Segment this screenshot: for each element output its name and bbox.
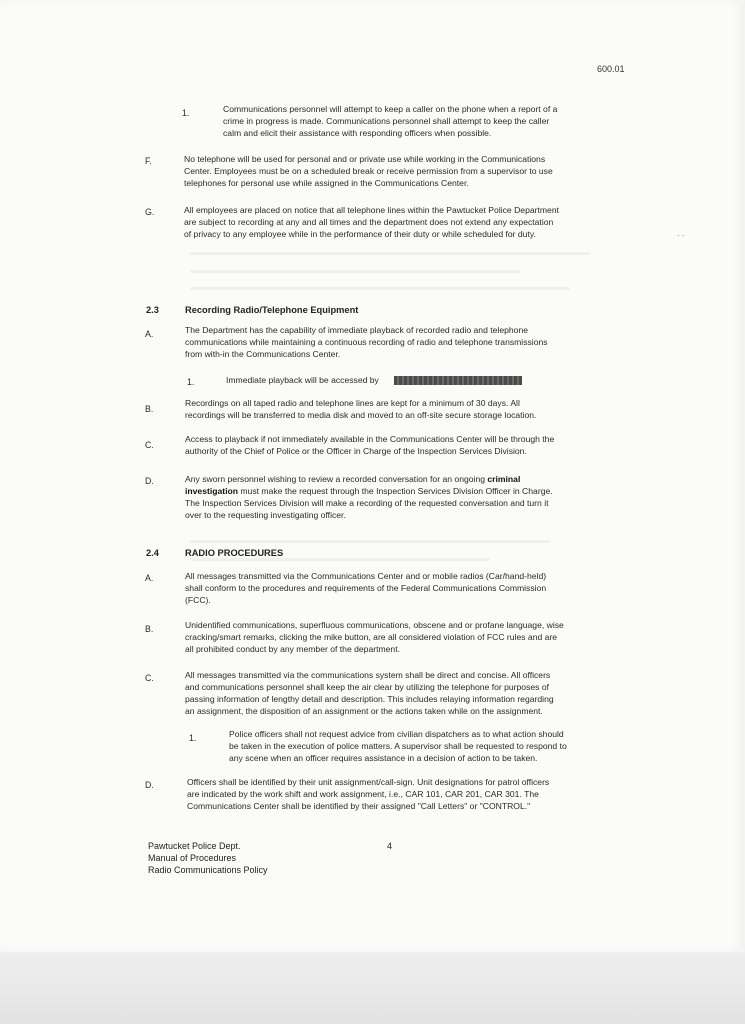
paragraph-line: crime in progress is made. Communications personnel shall attempt to keep the caller: [223, 116, 550, 126]
margin-mark: - -: [677, 231, 685, 240]
bold-text: criminal: [487, 474, 521, 484]
item-label: A.: [145, 573, 154, 583]
paragraph-line: telephones for personal use while assigned in the Communications Center.: [184, 178, 469, 188]
page-code: 600.01: [597, 64, 625, 74]
paragraph-line: any scene when an officer requires assistance in a decision of action to be taken.: [229, 753, 538, 763]
page-number: 4: [387, 841, 393, 851]
bleed-through: [190, 287, 570, 290]
paragraph-line: are indicated by the work shift and work assignment, i.e., CAR 101, CAR 201, CAR 301. The: [187, 789, 539, 799]
paragraph-line: an assignment, the disposition of an assignment or the actions taken while on the assignment.: [185, 706, 543, 716]
item-label: D.: [145, 476, 154, 486]
footer-block: [148, 840, 268, 876]
bleed-through: [190, 252, 590, 255]
paragraph-line: Center. Employees must be on a scheduled break or receive permission from a supervisor to use: [184, 166, 553, 176]
paragraph-line: cracking/smart remarks, clicking the mike button, are all considered violation of FCC rules and are: [185, 632, 558, 642]
paragraph-line: Immediate playback will be accessed by: [226, 375, 379, 385]
paragraph-line: Police officers shall not request advice from civilian dispatchers as to what action should: [229, 729, 564, 739]
paragraph-line: Communications personnel will attempt to keep a caller on the phone when a report of a: [223, 104, 558, 114]
paragraph-line: are subject to recording at any and all times and the department does not extend any expectation: [184, 217, 554, 227]
item-label: F.: [145, 156, 152, 166]
scanner-background: [0, 952, 745, 1024]
paragraph-line: The Inspection Services Division will make a recording of the requested conversation and turn it: [185, 498, 549, 508]
paragraph-line: shall conform to the procedures and requirements of the Federal Communications Commission: [185, 583, 547, 593]
section-number: 2.3: [146, 305, 159, 315]
item-label: C.: [145, 673, 154, 683]
paragraph-line: All messages transmitted via the communications system shall be direct and concise. All officers: [185, 670, 551, 680]
paragraph-line: all prohibited conduct by any member of the department.: [185, 644, 400, 654]
paragraph-line: passing information of lengthy detail and description. This includes relaying information regarding: [185, 694, 554, 704]
paragraph-line: Officers shall be identified by their unit assignment/call-sign. Unit designations for patrol officers: [187, 777, 550, 787]
paragraph-line: The Department has the capability of immediate playback of recorded radio and telephone: [185, 325, 528, 335]
list-number: 1.: [187, 377, 195, 387]
footer-line: Radio Communications Policy: [148, 865, 268, 875]
paragraph-line: from with-in the Communications Center.: [185, 349, 341, 359]
bleed-through: [190, 540, 550, 543]
list-number: 1.: [182, 108, 190, 118]
paragraph-line: recordings will be transferred to media disk and moved to an off-site secure storage location.: [185, 410, 537, 420]
paragraph-line: All employees are placed on notice that all telephone lines within the Pawtucket Police Department: [184, 205, 559, 215]
paragraph-line: Unidentified communications, superfluous communications, obscene and or profane language, wise: [185, 620, 564, 630]
section-title: RADIO PROCEDURES: [185, 548, 284, 558]
paragraph-line: and communications personnel shall keep the air clear by utilizing the telephone for purposes of: [185, 682, 550, 692]
item-label: B.: [145, 624, 154, 634]
footer-line: Pawtucket Police Dept.: [148, 841, 241, 851]
paragraph-line: communications while maintaining a continuous recording of radio and telephone transmissions: [185, 337, 548, 347]
paragraph-line: [185, 486, 553, 498]
item-label: A.: [145, 329, 154, 339]
item-label: B.: [145, 404, 154, 414]
list-number: 1.: [189, 733, 197, 743]
section-title: Recording Radio/Telephone Equipment: [185, 305, 359, 315]
paragraph-line: All messages transmitted via the Communications Center and or mobile radios (Car/hand-held): [185, 571, 547, 581]
footer-line: Manual of Procedures: [148, 853, 237, 863]
bold-text: investigation: [185, 486, 239, 496]
item-label: D.: [145, 780, 154, 790]
paragraph-line: (FCC).: [185, 595, 211, 605]
paragraph-line: calm and elicit their assistance with responding officers when possible.: [223, 128, 492, 138]
item-label: C.: [145, 440, 154, 450]
paragraph-line: Communications Center shall be identified by their assigned "Call Letters" or "CONTROL.": [187, 801, 531, 811]
text-run: must make the request through the Inspection Services Division Officer in Charge.: [238, 486, 553, 496]
paragraph-line: authority of the Chief of Police or the Officer in Charge of the Inspection Services Division.: [185, 446, 527, 456]
paragraph-line: Recordings on all taped radio and telephone lines are kept for a minimum of 30 days. All: [185, 398, 520, 408]
paragraph-line: Access to playback if not immediately available in the Communications Center will be through the: [185, 434, 555, 444]
paragraph-line: [185, 474, 520, 486]
paragraph-line: be taken in the execution of police matters. A supervisor shall be requested to respond to: [229, 741, 567, 751]
paragraph-line: of privacy to any employee while in the performance of their duty or while scheduled for duty.: [184, 229, 536, 239]
bleed-through: [190, 270, 520, 273]
redaction-bar: [394, 376, 522, 385]
text-run: Any sworn personnel wishing to review a recorded conversation for an ongoing: [185, 474, 488, 484]
paragraph-line: No telephone will be used for personal and or private use while working in the Communications: [184, 154, 546, 164]
paragraph-line: over to the requesting investigating officer.: [185, 510, 346, 520]
item-label: G.: [145, 207, 155, 217]
section-number: 2.4: [146, 548, 159, 558]
